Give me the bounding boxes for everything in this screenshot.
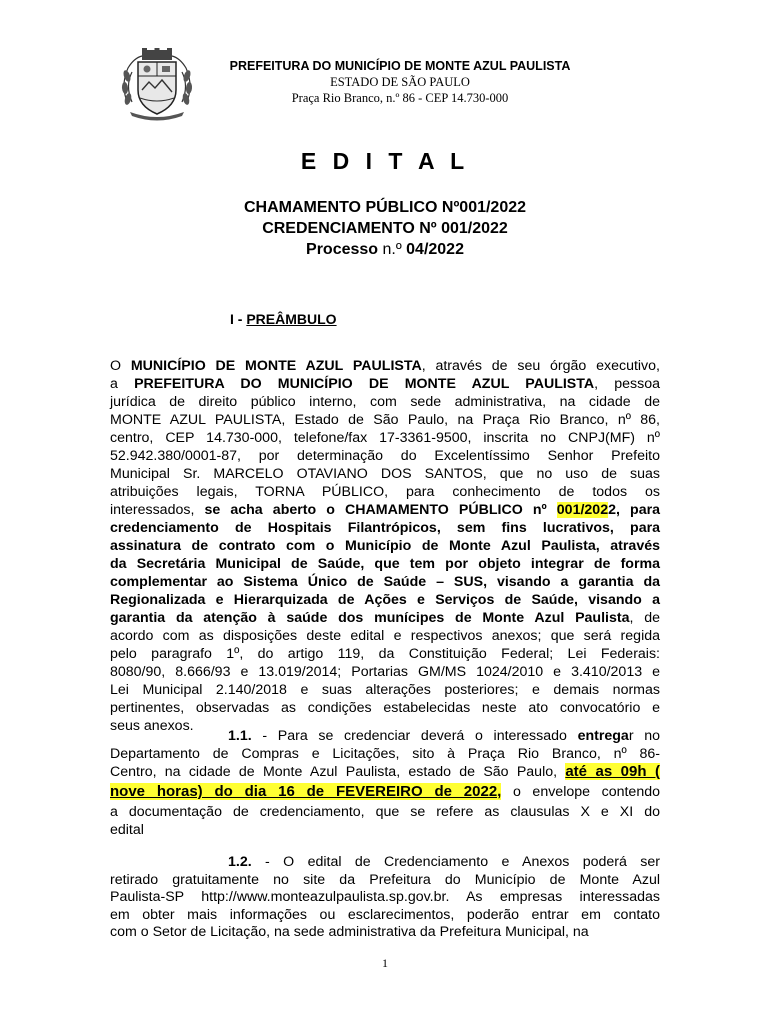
text-line — [110, 411, 660, 429]
text-line — [110, 483, 660, 501]
text-run: nove horas) do dia 16 de FEVEREIRO de 2022, — [110, 783, 502, 800]
text-run: seus anexos. — [110, 718, 194, 734]
text-run: com o Setor de Licitação, na sede administrativa da Prefeitura Municipal, na — [110, 924, 589, 941]
text-line — [110, 803, 660, 821]
accreditation-number: CREDENCIAMENTO Nº 001/2022 — [262, 220, 508, 237]
text-line — [228, 727, 660, 745]
text-line — [110, 519, 660, 537]
text-run: Regionalizada e Hierarquizada de Ações e Serviços de Saúde, visando a — [110, 592, 660, 608]
text-line — [110, 663, 660, 681]
text-line — [110, 699, 660, 717]
text-run: , de — [629, 610, 660, 626]
page-number: 1 — [382, 956, 388, 970]
text-run: MONTE AZUL PAULISTA, Estado de São Paulo, na Praça Rio Branco, nº 86, — [110, 412, 660, 428]
text-line — [110, 681, 660, 699]
text-line — [110, 357, 660, 375]
text-run: Departamento de Compras e Licitações, sito à Praça Rio Branco, nº 86- — [110, 746, 660, 762]
text-run: 001/202 — [556, 502, 609, 518]
text-run: credenciamento de Hospitais Filantrópicos, sem fins lucrativos, para — [110, 520, 660, 536]
text-run: se acha aberto o CHAMAMENTO PÚBLICO nº — [204, 502, 557, 518]
text-run: 2, para — [608, 502, 660, 518]
text-line — [228, 853, 660, 871]
document-title: E D I T A L — [300, 148, 470, 174]
text-run: Municipal Sr. MARCELO OTAVIANO DOS SANTOS, que no uso de suas — [110, 466, 660, 482]
section-number: I - — [230, 311, 247, 327]
text-run: O — [110, 358, 131, 374]
text-line — [110, 537, 660, 555]
section-heading — [230, 311, 337, 327]
text-run: atribuições legais, TORNA PÚBLICO, para conhecimento de todos os — [110, 484, 660, 500]
public-call-number: CHAMAMENTO PÚBLICO Nº001/2022 — [243, 199, 527, 216]
text-run: complementar ao Sistema Único de Saúde – SUS, visando a garantia da — [110, 574, 660, 590]
text-run: 8080/90, 8.666/93 e 13.019/2014; Portarias GM/MS 1024/2010 e 3.410/2013 e — [110, 664, 660, 680]
text-run: a — [110, 376, 135, 392]
text-run: - O edital de Credenciamento e Anexos poderá ser — [251, 854, 660, 870]
text-line — [110, 447, 660, 465]
header-address: Praça Rio Branco, n.º 86 - CEP 14.730-000 — [291, 91, 509, 105]
header-municipality-name: PREFEITURA DO MUNICÍPIO DE MONTE AZUL PAULISTA — [229, 59, 571, 73]
text-run: , pessoa — [594, 376, 660, 392]
text-run: entrega — [577, 728, 629, 744]
text-run: garantia da atenção à saúde dos munícipes de Monte Azul Paulista — [110, 610, 630, 626]
process-label: Processo — [306, 241, 379, 258]
text-run: edital — [110, 822, 144, 838]
text-line — [110, 555, 660, 573]
text-run: centro, CEP 14.730-000, telefone/fax 17-3361-9500, inscrita no CNPJ(MF) nº — [110, 430, 660, 446]
text-line — [110, 393, 660, 411]
text-line — [110, 783, 660, 801]
process-number — [0, 241, 770, 259]
text-line — [110, 609, 660, 627]
text-run: a documentação de credenciamento, que se refere as clausulas X e XI do — [110, 804, 660, 820]
text-line — [110, 465, 660, 483]
text-line — [110, 871, 660, 889]
text-line — [110, 923, 660, 941]
text-run: PREFEITURA DO MUNICÍPIO DE MONTE AZUL PAULISTA — [134, 376, 595, 392]
header-state: ESTADO DE SÃO PAULO — [330, 75, 470, 89]
text-line — [110, 745, 660, 763]
text-line — [110, 906, 660, 924]
process-no-abbrev: n.º — [378, 241, 407, 258]
text-run: MUNICÍPIO DE MONTE AZUL PAULISTA — [130, 358, 422, 374]
text-run: Lei Municipal 2.140/2018 e suas alterações posteriores; e demais normas — [110, 682, 660, 698]
text-run: retirado gratuitamente no site da Prefeitura do Município de Monte Azul — [110, 871, 660, 888]
text-line — [110, 375, 660, 393]
text-run: interessados, — [110, 502, 205, 518]
text-run: acordo com as disposições deste edital e respectivos anexos; que será regida — [110, 628, 660, 644]
process-value: 04/2022 — [406, 241, 464, 258]
text-line — [110, 888, 660, 906]
text-run: pelo paragrafo 1º, do artigo 119, da Constituição Federal; Lei Federais: — [110, 646, 660, 662]
text-run: 1.2. — [228, 854, 252, 870]
text-run: da Secretária Municipal de Saúde, que tem por objeto integrar de forma — [110, 556, 660, 572]
text-run: até as 09h ( — [565, 763, 661, 780]
section-title: PREÂMBULO — [246, 311, 337, 327]
text-line — [110, 763, 660, 781]
text-run: pertinentes, observadas as condições estabelecidas neste ato convocatório e — [110, 700, 660, 716]
text-line — [110, 591, 660, 609]
text-run: assinatura de contrato com o Município de Monte Azul Paulista, através — [110, 538, 660, 554]
text-run: Centro, na cidade de Monte Azul Paulista, estado de São Paulo, — [110, 764, 566, 780]
text-line — [110, 501, 660, 519]
text-run: r no — [628, 728, 660, 744]
text-run: o envelope contendo — [501, 784, 660, 800]
text-run: , através de seu órgão executivo, — [421, 358, 660, 374]
text-run: - Para se credenciar deverá o interessado — [251, 728, 578, 744]
text-run: 52.942.380/0001-87, por determinação do Excelentíssimo Senhor Prefeito — [110, 448, 660, 464]
text-run: 1.1. — [228, 728, 252, 744]
text-run: em obter mais informações ou esclarecimentos, poderão entrar em contato — [110, 906, 660, 923]
text-run: jurídica de direito público interno, com sede administrativa, na cidade de — [110, 394, 660, 410]
text-line — [110, 573, 660, 591]
text-line — [110, 821, 660, 839]
text-line — [110, 645, 660, 663]
text-line — [110, 627, 660, 645]
text-run: Paulista-SP http://www.monteazulpaulista.sp.gov.br. As empresas interessadas — [110, 889, 660, 906]
text-line — [110, 429, 660, 447]
